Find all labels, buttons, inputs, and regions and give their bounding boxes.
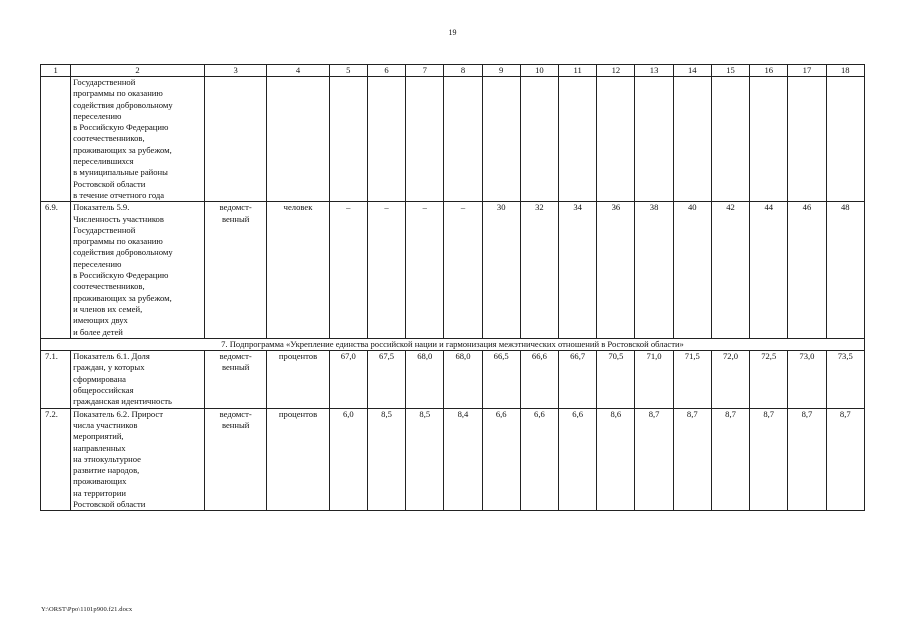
indicator-text: Показатель 6.2. Прирост числа участников мероприятий, направленных на этнокультурное развитие народов, проживающих на территории Ростовской области <box>71 408 205 511</box>
column-number: 10 <box>520 65 558 77</box>
value-cell: 8,5 <box>367 408 405 511</box>
column-number: 14 <box>673 65 711 77</box>
value-cell: 6,6 <box>520 408 558 511</box>
value-cell: 8,7 <box>635 408 673 511</box>
value-cell: 42 <box>711 202 749 339</box>
value-cell: – <box>367 202 405 339</box>
indicators-table <box>40 64 865 511</box>
indicator-type: ведомст- венный <box>204 408 266 511</box>
value-cell: 8,7 <box>750 408 788 511</box>
table-row-6-9 <box>41 202 865 339</box>
column-number: 11 <box>559 65 597 77</box>
value-cell: 68,0 <box>444 351 482 408</box>
column-number: 13 <box>635 65 673 77</box>
column-number: 1 <box>41 65 71 77</box>
indicator-text: Показатель 5.9. Численность участников Государственной программы по оказанию содействия добровольному переселению в Российскую Федерацию соотечественников, проживающих за рубежом, и членов их семей, имеющих двух и более детей <box>71 202 205 339</box>
value-cell: 70,5 <box>597 351 635 408</box>
value-cell: 66,7 <box>559 351 597 408</box>
column-number: 17 <box>788 65 826 77</box>
column-number: 15 <box>711 65 749 77</box>
value-cell: 8,7 <box>673 408 711 511</box>
column-number-row <box>41 65 865 77</box>
value-cell: 8,5 <box>406 408 444 511</box>
column-number: 12 <box>597 65 635 77</box>
indicator-unit: человек <box>267 202 329 339</box>
subprogram-title: 7. Подпрограмма «Укрепление единства российской нации и гармонизация межэтнических отношений в Ростовской области» <box>41 338 865 350</box>
column-number: 4 <box>267 65 329 77</box>
column-number: 16 <box>750 65 788 77</box>
page-number: 19 <box>448 28 457 37</box>
row-number: 6.9. <box>41 202 71 339</box>
value-cell: 67,5 <box>367 351 405 408</box>
value-cell: 36 <box>597 202 635 339</box>
value-cell: 8,7 <box>711 408 749 511</box>
value-cell: 71,0 <box>635 351 673 408</box>
value-cell: 32 <box>520 202 558 339</box>
value-cell: 38 <box>635 202 673 339</box>
value-cell: 8,4 <box>444 408 482 511</box>
value-cell: – <box>444 202 482 339</box>
row-number: 7.2. <box>41 408 71 511</box>
value-cell: 71,5 <box>673 351 711 408</box>
value-cell: 66,5 <box>482 351 520 408</box>
column-number: 9 <box>482 65 520 77</box>
column-number: 6 <box>367 65 405 77</box>
column-number: 2 <box>71 65 205 77</box>
value-cell: 46 <box>788 202 826 339</box>
table-row-7-2 <box>41 408 865 511</box>
value-cell: 34 <box>559 202 597 339</box>
value-cell: 44 <box>750 202 788 339</box>
value-cell: 8,7 <box>788 408 826 511</box>
value-cell: 6,6 <box>482 408 520 511</box>
indicator-text: Показатель 6.1. Доля граждан, у которых сформирована общероссийская гражданская идентичность <box>71 351 205 408</box>
value-cell: – <box>406 202 444 339</box>
indicator-type: ведомст- венный <box>204 202 266 339</box>
value-cell: 73,5 <box>826 351 864 408</box>
indicator-unit: процентов <box>267 351 329 408</box>
value-cell: 72,0 <box>711 351 749 408</box>
column-number: 3 <box>204 65 266 77</box>
column-number: 5 <box>329 65 367 77</box>
indicator-text: Государственной программы по оказанию содействия добровольному переселению в Российскую Федерацию соотечественников, проживающих за рубежом, переселившихся в муниципальные районы Ростовской области в течение отчетного года <box>71 77 205 202</box>
value-cell: 72,5 <box>750 351 788 408</box>
column-number: 7 <box>406 65 444 77</box>
indicator-unit: процентов <box>267 408 329 511</box>
value-cell: 68,0 <box>406 351 444 408</box>
column-number: 18 <box>826 65 864 77</box>
table-row-7-1 <box>41 351 865 408</box>
value-cell: 40 <box>673 202 711 339</box>
value-cell: 30 <box>482 202 520 339</box>
value-cell: 8,7 <box>826 408 864 511</box>
footer-file-path: Y:\ORST\Ppo\1101p900.f21.docx <box>41 606 133 613</box>
subprogram-row <box>41 338 865 350</box>
value-cell: 6,0 <box>329 408 367 511</box>
value-cell: 66,6 <box>520 351 558 408</box>
value-cell: 8,6 <box>597 408 635 511</box>
value-cell: 6,6 <box>559 408 597 511</box>
value-cell: – <box>329 202 367 339</box>
value-cell: 67,0 <box>329 351 367 408</box>
indicator-type: ведомст- венный <box>204 351 266 408</box>
value-cell: 48 <box>826 202 864 339</box>
column-number: 8 <box>444 65 482 77</box>
table-row-continuation <box>41 77 865 202</box>
value-cell: 73,0 <box>788 351 826 408</box>
row-number: 7.1. <box>41 351 71 408</box>
